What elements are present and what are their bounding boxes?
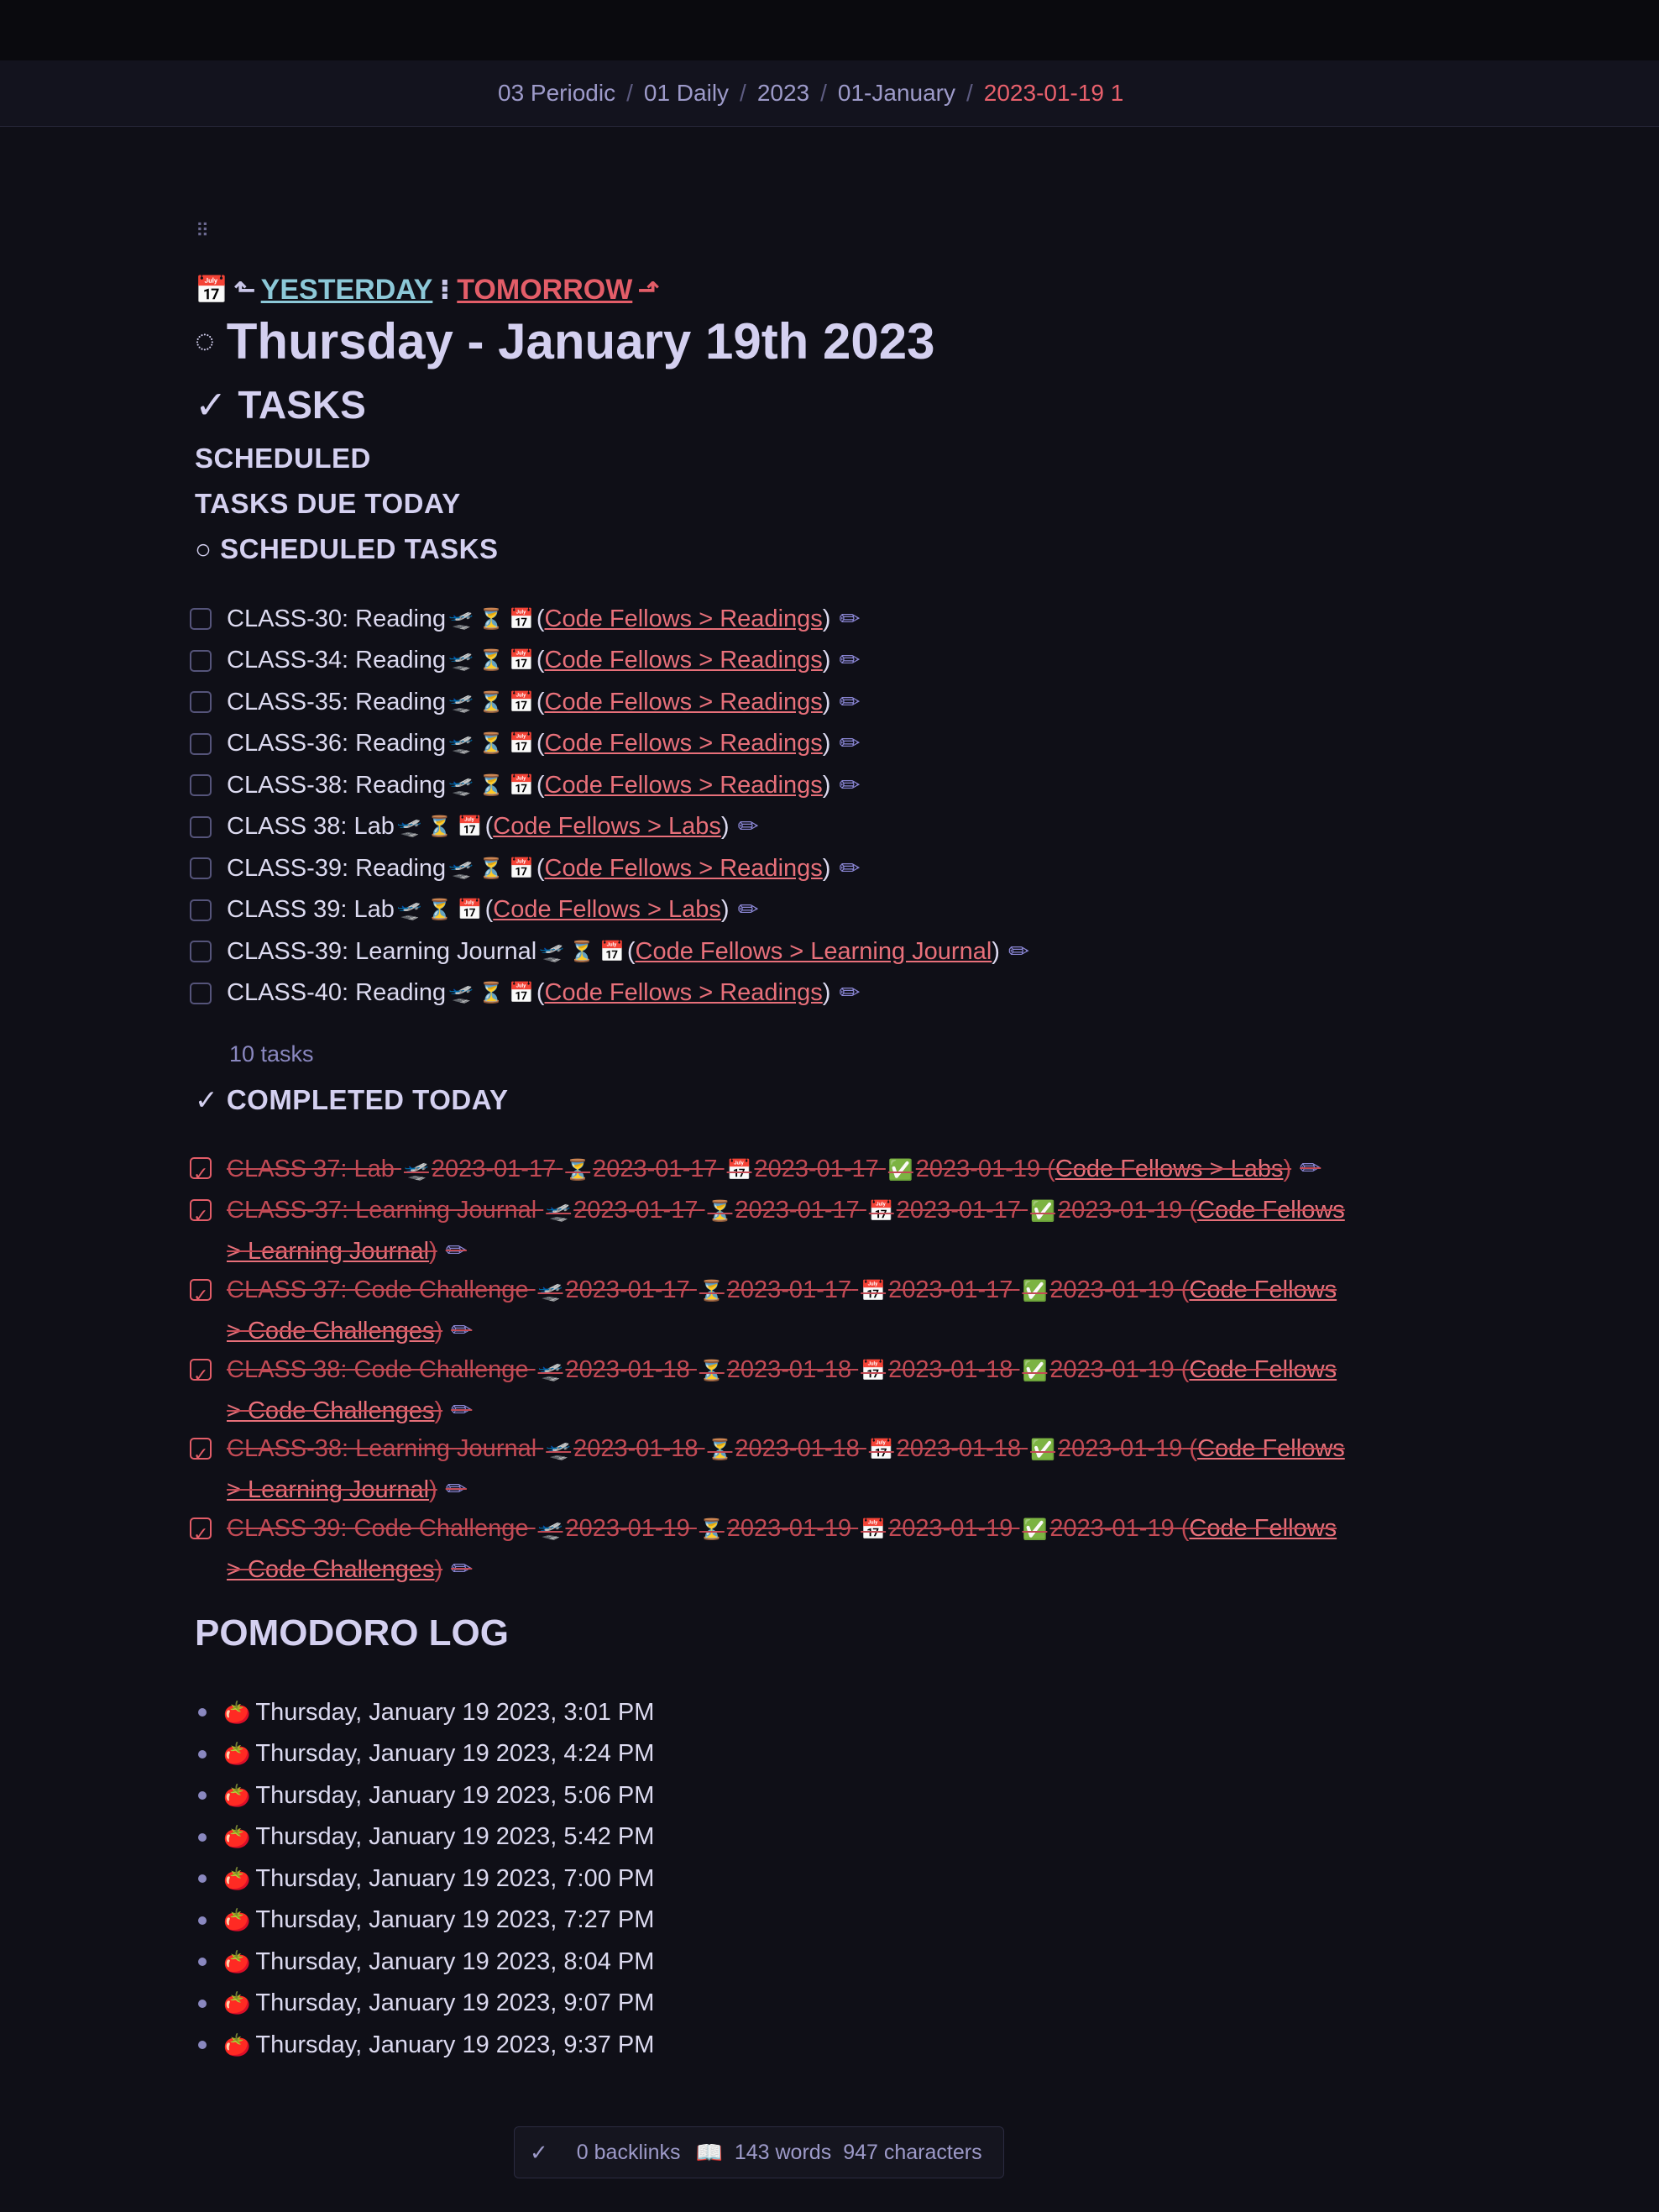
done-check-icon: ✅	[1030, 1439, 1056, 1461]
done-date: 2023-01-19	[1049, 1515, 1175, 1542]
breadcrumb-item-month[interactable]: 01-January	[837, 80, 955, 106]
pomodoro-log-item	[195, 2028, 654, 2062]
hourglass-icon: ⏳	[479, 857, 504, 880]
start-date: 2023-01-19	[565, 1515, 690, 1542]
hourglass-icon: ⏳	[427, 815, 453, 838]
character-count: 947 characters	[843, 2140, 982, 2164]
task-text: CLASS-36: Reading	[227, 730, 447, 757]
hourglass-icon: ⏳	[479, 732, 504, 755]
task-text: CLASS-37: Learning Journal	[227, 1197, 537, 1224]
start-date-icon: 🛫	[448, 732, 474, 755]
task-checkbox[interactable]	[190, 941, 212, 962]
start-date-icon: 🛫	[537, 1360, 563, 1382]
done-check-icon: ✅	[1030, 1200, 1056, 1223]
due-date: 2023-01-18	[888, 1356, 1013, 1383]
start-date-icon: 🛫	[539, 940, 565, 963]
calendar-icon: 📅	[195, 275, 228, 305]
scheduled-tasks-heading: ○ SCHEDULED TASKS	[195, 533, 499, 564]
hourglass-icon: ⏳	[565, 1159, 591, 1182]
tomato-icon: 🍅	[223, 1990, 251, 2015]
task-checkbox[interactable]	[190, 816, 212, 838]
hourglass-icon: ⏳	[699, 1518, 725, 1541]
list-bullet	[198, 1750, 207, 1759]
task-link[interactable]: Code Fellows > Readings	[544, 647, 823, 674]
task-item: CLASS 39: Lab 🛫 ⏳ 📅 ( Code Fellows > Labs ) ✏	[190, 892, 759, 929]
calendar-icon: 📅	[868, 1439, 894, 1461]
task-link[interactable]: Code Fellows > Readings	[544, 854, 823, 882]
start-date-icon: 🛫	[448, 607, 474, 631]
task-checkbox[interactable]	[190, 899, 212, 921]
completed-task-checkbox[interactable]	[190, 1157, 212, 1179]
start-date-icon: 🛫	[448, 649, 474, 672]
tomorrow-link[interactable]: TOMORROW	[457, 273, 633, 306]
tomato-icon: 🍅	[223, 2031, 251, 2057]
due-date: 2023-01-17	[754, 1156, 879, 1182]
task-text: CLASS-34: Reading	[227, 647, 447, 674]
task-link[interactable]: Code Fellows > Code Challenges	[227, 1515, 1337, 1583]
calendar-icon: 📅	[508, 857, 534, 880]
hourglass-icon: ⏳	[479, 982, 504, 1004]
tomato-icon: 🍅	[223, 1907, 251, 1932]
task-item: CLASS-38: Reading 🛫 ⏳ 📅 ( Code Fellows > Readings ) ✏	[190, 767, 861, 804]
hourglass-icon: ⏳	[427, 899, 453, 921]
breadcrumb-separator: /	[966, 80, 973, 106]
task-item: CLASS-34: Reading 🛫 ⏳ 📅 ( Code Fellows > Readings ) ✏	[190, 642, 861, 679]
hourglass-icon: ⏳	[569, 940, 594, 963]
start-date: 2023-01-17	[573, 1197, 699, 1224]
done-date: 2023-01-19	[915, 1156, 1041, 1182]
pomodoro-log-item	[195, 1904, 654, 1937]
calendar-icon: 📅	[861, 1518, 887, 1541]
calendar-icon: 📅	[861, 1360, 887, 1382]
start-date: 2023-01-17	[431, 1156, 557, 1182]
start-date-icon: 🛫	[546, 1200, 572, 1223]
task-checkbox[interactable]	[190, 691, 212, 713]
yesterday-link[interactable]: YESTERDAY	[260, 273, 433, 306]
edit-pencil-icon[interactable]: ✏	[839, 688, 861, 716]
task-link[interactable]: Code Fellows > Readings	[544, 979, 823, 1006]
breadcrumb-bar	[0, 60, 1659, 127]
calendar-icon: 📅	[861, 1280, 887, 1303]
list-bullet	[198, 1708, 207, 1717]
task-checkbox[interactable]	[190, 774, 212, 796]
task-link[interactable]: Code Fellows > Readings	[544, 771, 823, 799]
hourglass-icon: ⏳	[707, 1439, 733, 1461]
breadcrumb-separator: /	[740, 80, 746, 106]
edit-pencil-icon[interactable]: ✏	[839, 730, 861, 757]
task-text: CLASS-35: Reading	[227, 688, 447, 715]
task-text: CLASS 38: Lab	[227, 813, 395, 840]
scheduled-date: 2023-01-17	[726, 1276, 852, 1303]
book-icon[interactable]: 📖	[695, 2139, 723, 2165]
task-checkbox[interactable]	[190, 733, 212, 755]
completed-task-checkbox[interactable]	[190, 1517, 212, 1539]
breadcrumb-separator: /	[820, 80, 827, 106]
task-item: CLASS-39: Learning Journal 🛫 ⏳ 📅 ( Code Fellows > Learning Journal ) ✏	[190, 933, 1029, 970]
pomodoro-entry: Thursday, January 19 2023, 7:27 PM	[255, 1906, 655, 1933]
list-bullet	[198, 1874, 207, 1883]
start-date-icon: 🛫	[546, 1439, 572, 1461]
task-text: CLASS-40: Reading	[227, 979, 447, 1006]
tomato-icon: 🍅	[223, 1824, 251, 1849]
pomodoro-entry: Thursday, January 19 2023, 5:06 PM	[255, 1781, 655, 1809]
start-date-icon: 🛫	[537, 1280, 563, 1303]
due-date: 2023-01-18	[896, 1435, 1022, 1462]
pomodoro-log-item	[195, 1987, 654, 2021]
task-link[interactable]: Code Fellows > Readings	[544, 605, 823, 632]
done-date: 2023-01-19	[1049, 1276, 1175, 1303]
done-date: 2023-01-19	[1058, 1197, 1183, 1224]
edit-pencil-icon[interactable]: ✏	[451, 1397, 473, 1424]
edit-pencil-icon[interactable]: ✏	[839, 854, 861, 883]
pomodoro-log-item	[195, 1945, 654, 1979]
calendar-icon: 📅	[457, 815, 483, 838]
task-item: CLASS-40: Reading 🛫 ⏳ 📅 ( Code Fellows > Readings ) ✏	[190, 975, 861, 1012]
pomodoro-log-item	[195, 1696, 654, 1729]
page-title	[195, 312, 934, 370]
scheduled-date: 2023-01-17	[593, 1156, 718, 1182]
scheduled-date: 2023-01-17	[735, 1197, 860, 1224]
done-date: 2023-01-19	[1058, 1435, 1183, 1462]
word-count: 143 words	[734, 2140, 832, 2164]
checkmark-icon[interactable]: ✓	[530, 2139, 548, 2165]
edit-pencil-icon[interactable]: ✏	[451, 1555, 473, 1583]
calendar-icon: 📅	[508, 690, 534, 714]
task-text: CLASS 39: Code Challenge	[227, 1515, 529, 1542]
start-date-icon: 🛫	[396, 815, 422, 838]
pomodoro-log-item	[195, 1738, 654, 1771]
tomato-icon: 🍅	[223, 1948, 251, 1974]
edit-pencil-icon[interactable]: ✏	[839, 647, 861, 674]
calendar-icon: 📅	[508, 773, 534, 797]
task-link[interactable]: Code Fellows > Learning Journal	[227, 1197, 1345, 1265]
list-bullet	[198, 1958, 207, 1966]
pomodoro-entry: Thursday, January 19 2023, 5:42 PM	[255, 1823, 655, 1850]
scheduled-date: 2023-01-18	[735, 1435, 860, 1462]
edit-pencil-icon[interactable]: ✏	[451, 1317, 473, 1344]
breadcrumb-item-daily[interactable]: 01 Daily	[643, 80, 730, 106]
start-date-icon: 🛫	[403, 1159, 429, 1182]
circle-icon: ◌	[195, 322, 215, 359]
task-link[interactable]: Code Fellows > Readings	[544, 730, 823, 757]
calendar-icon: 📅	[868, 1200, 894, 1223]
scheduled-heading: SCHEDULED	[195, 443, 371, 474]
pomodoro-log-item	[195, 1821, 654, 1854]
pomodoro-log-heading: POMODORO LOG	[195, 1612, 509, 1654]
hourglass-icon: ⏳	[707, 1200, 733, 1223]
completed-task-content: CLASS 37: Lab 🛫 2023-01-17 ⏳ 2023-01-17 📅 2023-01-17 ✅ 2023-01-19 (Code Fellows > Labs) ✏	[227, 1155, 1321, 1182]
completed-task-checkbox[interactable]	[190, 1279, 212, 1301]
backlinks-count[interactable]: 0 backlinks	[576, 2140, 681, 2164]
task-text: CLASS-38: Learning Journal	[227, 1435, 537, 1462]
list-bullet	[198, 1833, 207, 1842]
forward-arrow-icon: ⬏	[637, 275, 661, 305]
calendar-icon: 📅	[508, 649, 534, 672]
task-checkbox[interactable]	[190, 650, 212, 672]
due-date: 2023-01-17	[888, 1276, 1013, 1303]
day-navigation	[195, 269, 665, 311]
done-check-icon: ✅	[887, 1159, 913, 1182]
task-text: CLASS 39: Lab	[227, 896, 395, 923]
back-arrow-icon: ⬑	[233, 275, 256, 305]
completed-task-content: CLASS 37: Code Challenge 🛫 2023-01-17 ⏳ 2023-01-17 📅 2023-01-17 ✅ 2023-01-19 (Code Fellows > Code Challenges) ✏	[227, 1276, 1337, 1344]
completed-task-item	[190, 1509, 1357, 1590]
task-checkbox[interactable]	[190, 608, 212, 630]
task-count: 10 tasks	[229, 1041, 314, 1067]
hourglass-icon: ⏳	[699, 1280, 725, 1303]
page-title-text: Thursday - January 19th 2023	[226, 313, 935, 370]
pomodoro-entry: Thursday, January 19 2023, 9:07 PM	[255, 1989, 655, 2016]
tomato-icon: 🍅	[223, 1782, 251, 1808]
calendar-icon: 📅	[726, 1159, 752, 1182]
breadcrumb-separator: /	[626, 80, 633, 106]
task-item: CLASS-36: Reading 🛫 ⏳ 📅 ( Code Fellows > Readings ) ✏	[190, 726, 861, 763]
task-link[interactable]: Code Fellows > Labs	[1055, 1156, 1284, 1182]
done-check-icon: ✅	[1022, 1518, 1048, 1541]
done-date: 2023-01-19	[1049, 1356, 1175, 1383]
start-date-icon: 🛫	[448, 982, 474, 1004]
task-item: CLASS-35: Reading 🛫 ⏳ 📅 ( Code Fellows > Readings ) ✏	[190, 684, 861, 721]
completed-task-checkbox[interactable]	[190, 1438, 212, 1460]
completed-task-item	[190, 1191, 1357, 1271]
task-text: CLASS-39: Learning Journal	[227, 937, 537, 965]
task-link[interactable]: Code Fellows > Code Challenges	[227, 1276, 1337, 1344]
completed-today-heading: ✓ COMPLETED TODAY	[195, 1084, 509, 1115]
nav-separator: ⁝	[439, 274, 451, 306]
edit-pencil-icon[interactable]: ✏	[445, 1237, 467, 1265]
hourglass-icon: ⏳	[479, 773, 504, 797]
due-date: 2023-01-17	[896, 1197, 1022, 1224]
task-text: CLASS 37: Lab	[227, 1156, 395, 1182]
completed-task-content: CLASS-38: Learning Journal 🛫 2023-01-18 ⏳ 2023-01-18 📅 2023-01-18 ✅ 2023-01-19 (Code Fellows > Learning Journal) ✏	[227, 1435, 1345, 1503]
task-checkbox[interactable]	[190, 983, 212, 1004]
completed-task-content: CLASS 38: Code Challenge 🛫 2023-01-18 ⏳ 2023-01-18 📅 2023-01-18 ✅ 2023-01-19 (Code Fellows > Code Challenges) ✏	[227, 1356, 1337, 1424]
due-today-heading: TASKS DUE TODAY	[195, 488, 461, 519]
task-text: CLASS 37: Code Challenge	[227, 1276, 529, 1303]
completed-task-content: CLASS 39: Code Challenge 🛫 2023-01-19 ⏳ 2023-01-19 📅 2023-01-19 ✅ 2023-01-19 (Code Fellows > Code Challenges) ✏	[227, 1515, 1337, 1583]
pomodoro-entry: Thursday, January 19 2023, 4:24 PM	[255, 1740, 655, 1767]
calendar-icon: 📅	[599, 940, 625, 963]
start-date: 2023-01-17	[565, 1276, 690, 1303]
task-text: CLASS-39: Reading	[227, 854, 447, 882]
completed-task-item	[190, 1271, 1357, 1351]
completed-task-item	[190, 1350, 1357, 1431]
tomato-icon: 🍅	[223, 1699, 251, 1725]
start-date-icon: 🛫	[448, 857, 474, 880]
task-item: CLASS 38: Lab 🛫 ⏳ 📅 ( Code Fellows > Labs ) ✏	[190, 809, 759, 846]
drag-handle-icon[interactable]: ⠿	[196, 220, 208, 241]
pomodoro-log-item	[195, 1779, 654, 1812]
pomodoro-entry: Thursday, January 19 2023, 7:00 PM	[255, 1864, 655, 1892]
breadcrumb-item-year[interactable]: 2023	[756, 80, 810, 106]
hourglass-icon: ⏳	[479, 649, 504, 672]
edit-pencil-icon[interactable]: ✏	[839, 771, 861, 799]
completed-task-content: CLASS-37: Learning Journal 🛫 2023-01-17 ⏳ 2023-01-17 📅 2023-01-17 ✅ 2023-01-19 (Code Fellows > Learning Journal) ✏	[227, 1197, 1345, 1265]
start-date-icon: 🛫	[396, 899, 422, 921]
task-link[interactable]: Code Fellows > Code Challenges	[227, 1356, 1337, 1424]
breadcrumb-current-note[interactable]: 2023-01-19 1	[983, 80, 1124, 106]
edit-pencil-icon[interactable]: ✏	[445, 1476, 467, 1503]
done-check-icon: ✅	[1022, 1360, 1048, 1382]
hourglass-icon: ⏳	[479, 690, 504, 714]
start-date-icon: 🛫	[537, 1518, 563, 1541]
pomodoro-log-item	[195, 1862, 654, 1895]
calendar-icon: 📅	[508, 982, 534, 1004]
hourglass-icon: ⏳	[479, 607, 504, 631]
completed-task-checkbox[interactable]	[190, 1199, 212, 1221]
edit-pencil-icon[interactable]: ✏	[839, 979, 861, 1007]
list-bullet	[198, 1916, 207, 1925]
task-text: CLASS 38: Code Challenge	[227, 1356, 529, 1383]
edit-pencil-icon[interactable]: ✏	[737, 896, 759, 924]
breadcrumb-item-periodic[interactable]: 03 Periodic	[498, 80, 616, 106]
task-link[interactable]: Code Fellows > Readings	[544, 688, 823, 715]
calendar-icon: 📅	[508, 732, 534, 755]
tomato-icon: 🍅	[223, 1865, 251, 1891]
list-bullet	[198, 1791, 207, 1800]
edit-pencil-icon[interactable]: ✏	[1007, 937, 1030, 966]
hourglass-icon: ⏳	[699, 1360, 725, 1382]
list-bullet	[198, 2000, 207, 2008]
tasks-heading: ✓ TASKS	[195, 383, 366, 427]
start-date: 2023-01-18	[565, 1356, 690, 1383]
start-date-icon: 🛫	[448, 773, 474, 797]
edit-pencil-icon[interactable]: ✏	[737, 813, 759, 841]
task-link[interactable]: Code Fellows > Labs	[493, 813, 721, 840]
start-date: 2023-01-18	[573, 1435, 699, 1462]
due-date: 2023-01-19	[888, 1515, 1013, 1542]
breadcrumb	[498, 60, 1123, 126]
task-link[interactable]: Code Fellows > Labs	[493, 896, 721, 923]
pomodoro-entry: Thursday, January 19 2023, 3:01 PM	[255, 1698, 655, 1726]
pomodoro-entry: Thursday, January 19 2023, 8:04 PM	[255, 1947, 655, 1975]
list-bullet	[198, 2041, 207, 2049]
task-text: CLASS-38: Reading	[227, 771, 447, 799]
scheduled-date: 2023-01-19	[726, 1515, 852, 1542]
status-bar	[514, 2126, 1004, 2178]
done-check-icon: ✅	[1022, 1280, 1048, 1303]
completed-task-item	[190, 1149, 1357, 1190]
edit-pencil-icon[interactable]: ✏	[1300, 1155, 1321, 1182]
pomodoro-entry: Thursday, January 19 2023, 9:37 PM	[255, 2031, 655, 2058]
calendar-icon: 📅	[508, 607, 534, 631]
task-link[interactable]: Code Fellows > Learning Journal	[227, 1435, 1345, 1503]
calendar-icon: 📅	[457, 899, 483, 921]
window-top-bar	[0, 0, 1659, 60]
task-link[interactable]: Code Fellows > Learning Journal	[635, 937, 992, 965]
completed-task-item	[190, 1429, 1357, 1510]
completed-task-checkbox[interactable]	[190, 1359, 212, 1381]
start-date-icon: 🛫	[448, 690, 474, 714]
tomato-icon: 🍅	[223, 1741, 251, 1766]
task-item: CLASS-39: Reading 🛫 ⏳ 📅 ( Code Fellows > Readings ) ✏	[190, 850, 861, 887]
task-checkbox[interactable]	[190, 857, 212, 879]
scheduled-date: 2023-01-18	[726, 1356, 852, 1383]
edit-pencil-icon[interactable]: ✏	[839, 605, 861, 633]
task-text: CLASS-30: Reading	[227, 605, 447, 632]
task-item: CLASS-30: Reading 🛫 ⏳ 📅 ( Code Fellows > Readings ) ✏	[190, 600, 861, 637]
